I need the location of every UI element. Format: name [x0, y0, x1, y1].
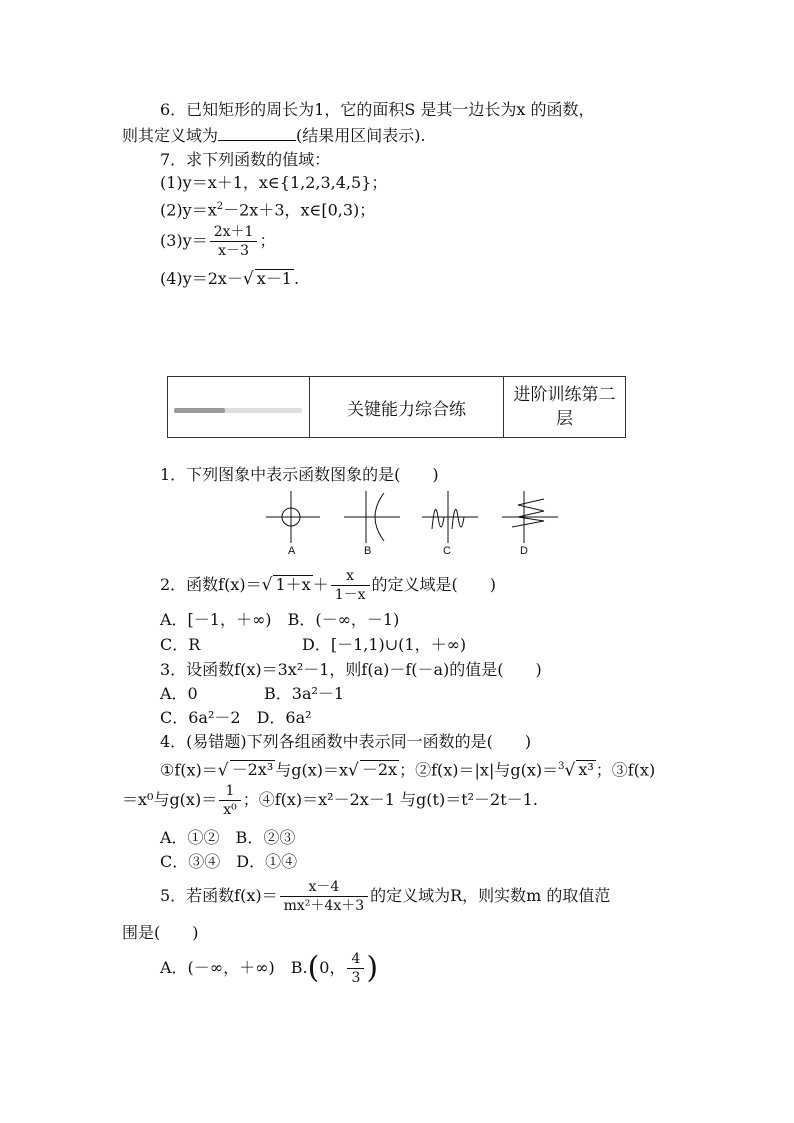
q6-line1: 6．已知矩形的周长为1，它的面积S 是其一边长为x 的函数，: [160, 100, 595, 119]
q2-options-ab: [160, 609, 399, 631]
denominator: 3: [351, 970, 361, 986]
radicand: x－1: [256, 269, 292, 288]
radicand: 1＋x: [275, 575, 311, 594]
progress-fill: [174, 408, 225, 413]
q7-part1: (1)y＝x＋1，x∈{1,2,3,4,5}；: [160, 173, 388, 192]
option-d[interactable]: D．6a²: [256, 708, 312, 727]
option-d-label[interactable]: D: [520, 545, 528, 557]
q4-text-f: ；④f(x)＝x²－2x－1 与g(t)＝t²－2t－1.: [242, 790, 538, 809]
q7-p2-b: －2x＋3，x∈[0,3)；: [223, 200, 376, 220]
denominator: x⁰: [223, 802, 237, 818]
option-c[interactable]: C．R: [160, 635, 201, 654]
numerator: 4: [347, 950, 364, 969]
option-b[interactable]: B.(0， $\frac{4}{3}$ ): [290, 950, 379, 986]
option-b-label[interactable]: B: [364, 545, 372, 557]
q4-text-b: 与g(x)＝x: [275, 760, 349, 780]
banner-decoration: [168, 377, 310, 437]
numerator: x－4: [280, 878, 369, 897]
option-a[interactable]: A．(－∞，＋∞): [160, 958, 275, 977]
fraction: [347, 950, 364, 987]
fraction: [210, 223, 258, 260]
plus-sign: ＋: [312, 575, 329, 594]
q7-p4-b: .: [293, 269, 300, 288]
q2-stem: 2．函数f(x)＝√ 1＋x ＋ $\frac{x}{1-x}$ 的定义域是( ): [160, 568, 497, 603]
fraction: [331, 567, 370, 604]
q4-text-c: ；②f(x)＝|x|与g(x)＝: [399, 760, 559, 780]
numerator: x: [331, 567, 370, 586]
q3-options-ab: [160, 683, 344, 705]
answer-blank[interactable]: [218, 124, 296, 141]
fraction: [219, 782, 241, 819]
interval-start: 0，: [319, 958, 346, 977]
q4-text-d: ；③f(x): [595, 760, 656, 780]
q4-text-a: ①f(x)＝: [160, 760, 218, 780]
q7-part4: (4)y＝2x－√ x－1 .: [160, 269, 300, 289]
q2-text-tail: 的定义域是( ): [371, 575, 497, 594]
q6-line2: [122, 124, 426, 147]
q4-options-ab[interactable]: A．①② B．②③: [160, 828, 296, 847]
q3-stem: 3．设函数f(x)＝3x²－1，则f(a)－f(－a)的值是( ): [160, 660, 542, 679]
option-a-label[interactable]: A: [288, 545, 296, 557]
radicand: －2x: [361, 760, 398, 780]
q7-part3: [160, 221, 275, 261]
option-a[interactable]: A．0: [160, 684, 198, 703]
q6-text: 则其定义域为: [122, 126, 219, 145]
q7-p4-a: (4)y＝2x－: [160, 269, 243, 288]
graph-d-curve: [512, 499, 544, 527]
q7-p2-a: (2)y＝x: [160, 200, 217, 220]
option-d[interactable]: D．[－1,1)∪(1，＋∞): [302, 635, 467, 654]
numerator: 2x＋1: [210, 223, 258, 242]
root-index: 3: [558, 761, 565, 772]
q4-stem: 4．(易错题)下列各组函数中表示同一函数的是( ): [160, 732, 532, 751]
q3-options-cd: [160, 707, 312, 729]
q7-p3-b: ；: [259, 231, 276, 250]
banner-level: 进阶训练第二层: [513, 385, 616, 429]
q7-p3-a: (3)y＝: [160, 231, 208, 250]
fraction: [280, 878, 369, 915]
q4-options-cd[interactable]: C．③④ D．①④: [160, 852, 298, 871]
q1-stem: 1．下列图象中表示函数图象的是( ): [160, 465, 439, 484]
q7-part2: $(2)y=x^2-2x+3$，x∈[0,3)；: [160, 200, 376, 220]
q5-text: 5．若函数f(x)＝: [160, 886, 278, 905]
option-b-letter: B.: [290, 958, 308, 977]
q4-line2: [122, 780, 538, 820]
option-b[interactable]: B．3a²－1: [264, 684, 345, 703]
banner-title: 关键能力综合练: [310, 377, 504, 437]
q5-stem: [160, 876, 610, 916]
q6-text-tail: (结果用区间表示).: [296, 126, 426, 145]
q2-text: 2．函数f(x)＝: [160, 575, 262, 594]
option-b[interactable]: B．(－∞，－1): [287, 610, 400, 629]
option-c-label[interactable]: C: [443, 545, 451, 557]
q7-stem: 7．求下列函数的值域：: [160, 150, 331, 169]
section-banner: [167, 376, 626, 438]
q5-options: [160, 948, 378, 989]
option-a[interactable]: A．[－1，＋∞): [160, 610, 272, 629]
q4-line1: ①f(x)＝√ －2x³ 与g(x)＝x√ －2x ；②f(x)＝|x|与g(x)＝$^3$√ x³ ；③f(x): [160, 760, 656, 781]
q4-text-e: ＝x⁰与g(x)＝: [122, 790, 218, 809]
option-c[interactable]: C．6a²－2: [160, 708, 241, 727]
q2-options-cd: [160, 634, 466, 656]
radicand: －2x³: [231, 760, 274, 780]
progress-bar: [174, 408, 302, 413]
q5-line2: 围是( ): [122, 923, 199, 942]
q5-text-tail: 的定义域为R，则实数m 的取值范: [370, 886, 611, 905]
denominator: mx²＋4x＋3: [283, 898, 365, 914]
numerator: 1: [219, 782, 241, 801]
denominator: x－3: [218, 243, 249, 259]
denominator: 1－x: [334, 587, 366, 603]
radicand: x³: [578, 760, 594, 780]
